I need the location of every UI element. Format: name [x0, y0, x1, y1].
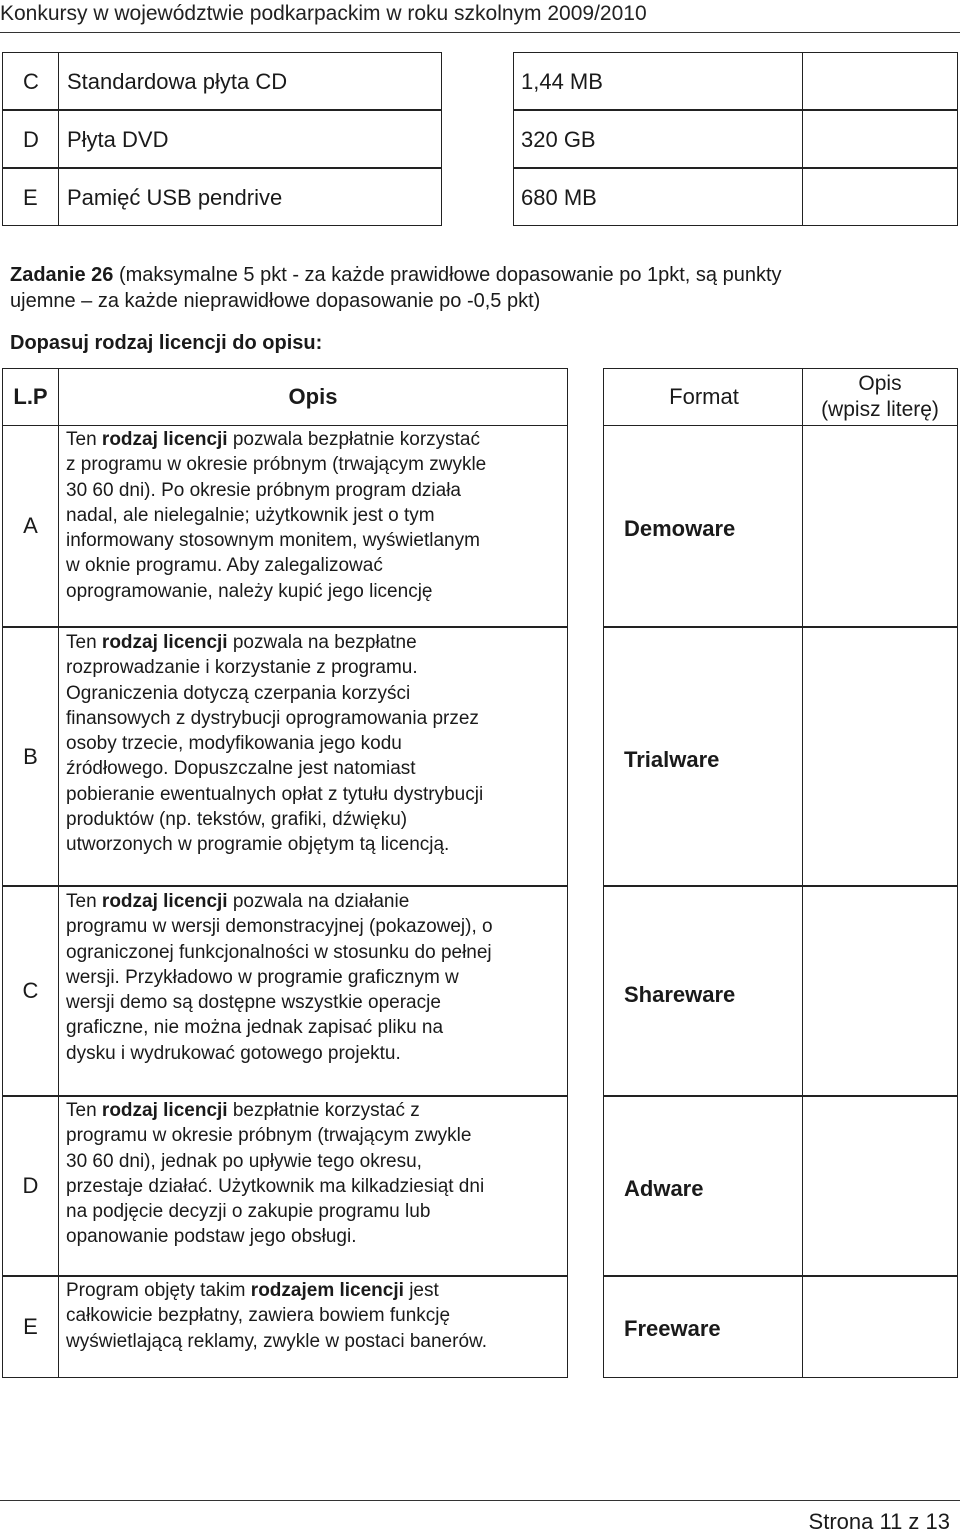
header-format-cell	[603, 368, 803, 426]
row-format-cell	[603, 1096, 803, 1276]
bold-term: rodzaj licencji	[101, 1100, 228, 1121]
text-segment: programu w wersji demonstracyjnej (pokazowej), o	[66, 916, 493, 938]
description-line	[66, 630, 483, 655]
text-segment: całkowicie bezpłatny, zawiera bowiem funkcję	[66, 1305, 451, 1327]
row-answer-cell[interactable]	[802, 425, 958, 627]
top-name-cell	[58, 52, 442, 110]
text-segment: wersji demo są dostępne wszystkie operacje	[66, 992, 441, 1014]
text-segment: pobieranie ewentualnych opłat z tytułu dystrybucji	[66, 783, 484, 805]
top-size-text: 680 MB	[521, 185, 597, 210]
text-segment: finansowych z dystrybucji oprogramowania przez	[66, 707, 479, 729]
description-line	[66, 756, 483, 781]
text-segment: na podjęcie decyzji o zakupie programu lub	[66, 1201, 431, 1223]
row-format-cell	[603, 1276, 803, 1378]
task-rules-line1: (maksymalne 5 pkt - za każde prawidłowe dopasowanie po 1pkt, są punkty	[113, 264, 782, 286]
text-segment: Ten	[66, 891, 102, 912]
text-segment: Program objęty takim	[66, 1280, 251, 1301]
row-lp-cell	[2, 1096, 59, 1276]
text-segment: wersji. Przykładowo w programie graficznym w	[66, 966, 459, 988]
row-lp-cell	[2, 627, 59, 886]
header-answer-line2: (wpisz literę)	[821, 398, 939, 421]
task-number: Zadanie 26	[10, 264, 114, 286]
description-line	[66, 914, 493, 939]
top-size-cell	[513, 52, 803, 110]
description-line	[66, 1224, 484, 1249]
task-rules	[10, 262, 955, 288]
row-description	[66, 889, 493, 1066]
top-name-text: Płyta DVD	[67, 127, 169, 152]
row-description	[66, 1098, 484, 1250]
text-segment: graficzne, nie można jednak zapisać pliku na	[66, 1017, 444, 1039]
description-line	[66, 579, 486, 604]
top-size-text: 320 GB	[521, 127, 596, 152]
top-lp-cell	[2, 168, 59, 226]
page-number: Strona 11 z 13	[808, 1509, 950, 1534]
top-size-cell	[513, 110, 803, 168]
description-line	[66, 1041, 493, 1066]
description-line	[66, 889, 493, 914]
text-segment: oprogramowanie, należy kupić jego licencję	[66, 580, 433, 602]
description-line	[66, 965, 493, 990]
header-opis: Opis	[288, 384, 338, 409]
header-opis-cell	[58, 368, 568, 426]
row-lp-cell	[2, 886, 59, 1096]
description-line	[66, 990, 493, 1015]
row-description	[66, 630, 483, 858]
text-segment: pozwala na bezpłatne	[227, 632, 417, 653]
description-line	[66, 731, 483, 756]
bold-term: rodzaj licencji	[101, 891, 228, 912]
row-description	[66, 427, 486, 604]
row-format-cell	[603, 627, 803, 886]
text-segment: programu w okresie próbnym (trwającym zwykle	[66, 1125, 472, 1147]
description-line	[66, 782, 483, 807]
description-line	[66, 427, 486, 452]
top-name-text: Pamięć USB pendrive	[67, 185, 283, 210]
text-segment: pozwala na działanie	[227, 891, 410, 912]
description-line	[66, 1098, 484, 1123]
description-line	[66, 1199, 484, 1224]
text-segment: jest	[403, 1280, 439, 1301]
description-line	[66, 1149, 484, 1174]
row-format: Demoware	[624, 516, 736, 541]
top-lp-text: D	[23, 127, 39, 152]
text-segment: rozprowadzanie i korzystanie z programu.	[66, 657, 418, 679]
row-format: Adware	[624, 1176, 704, 1201]
description-line	[66, 681, 483, 706]
text-segment: osoby trzecie, modyfikowania jego kodu	[66, 733, 402, 755]
text-segment: 30 60 dni), jednak po upływie tego okresu,	[66, 1150, 422, 1172]
text-segment: ograniczonej funkcjonalności w stosunku do pełnej	[66, 941, 492, 963]
header-answer-line1: Opis	[858, 372, 902, 395]
document-header: Konkursy w województwie podkarpackim w roku szkolnym 2009/2010	[0, 2, 647, 25]
text-segment: 30 60 dni). Po okresie próbnym program działa	[66, 479, 461, 501]
task-rules-line2: ujemne – za każde nieprawidłowe dopasowanie po -0,5 pkt)	[10, 290, 541, 312]
description-line	[66, 1015, 493, 1040]
text-segment: nadal, ale nielegalnie; użytkownik jest o tym	[66, 504, 435, 526]
text-segment: z programu w okresie próbnym (trwającym zwykle	[66, 454, 487, 476]
row-lp-cell	[2, 1276, 59, 1378]
top-name-text: Standardowa płyta CD	[67, 69, 288, 94]
text-segment: wyświetlającą reklamy, zwykle w postaci banerów.	[66, 1330, 487, 1352]
text-segment: dysku i wydrukować gotowego projektu.	[66, 1042, 401, 1064]
description-line	[66, 1278, 487, 1303]
row-format-cell	[603, 886, 803, 1096]
bold-term: rodzaj licencji	[101, 632, 228, 653]
text-segment: źródłowego. Dopuszczalne jest natomiast	[66, 758, 416, 780]
bold-term: rodzajem licencji	[250, 1280, 404, 1301]
row-answer-cell[interactable]	[802, 886, 958, 1096]
header-divider	[0, 32, 960, 33]
header-format: Format	[669, 384, 739, 409]
top-name-cell	[58, 110, 442, 168]
description-line	[66, 1303, 487, 1328]
row-lp-cell	[2, 425, 59, 627]
top-size-cell	[513, 168, 803, 226]
description-line	[66, 832, 483, 857]
top-lp-text: E	[23, 185, 38, 210]
row-format: Freeware	[624, 1316, 721, 1341]
top-lp-cell	[2, 52, 59, 110]
text-segment: w oknie programu. Aby zalegalizować	[66, 555, 383, 577]
text-segment: Ten	[66, 632, 102, 653]
row-lp: E	[23, 1314, 38, 1339]
row-answer-cell[interactable]	[802, 1276, 958, 1378]
description-line	[66, 478, 486, 503]
row-format: Shareware	[624, 982, 736, 1007]
text-segment: pozwala bezpłatnie korzystać	[227, 429, 480, 450]
top-answer-cell	[802, 52, 958, 110]
header-lp-cell	[2, 368, 59, 426]
text-segment: bezpłatnie korzystać z	[227, 1100, 420, 1121]
text-segment: informowany stosownym monitem, wyświetlanym	[66, 530, 480, 552]
task-instruction: Dopasuj rodzaj licencji do opisu:	[10, 332, 323, 354]
top-lp-text: C	[23, 69, 39, 94]
header-answer-cell	[802, 368, 958, 426]
text-segment: utworzonych w programie objętym tą licencją.	[66, 834, 450, 856]
header-lp: L.P	[13, 384, 48, 409]
top-name-cell	[58, 168, 442, 226]
description-line	[66, 807, 483, 832]
text-segment: Ten	[66, 1100, 102, 1121]
text-segment: przestaje działać. Użytkownik ma kilkadziesiąt dni	[66, 1175, 485, 1197]
text-segment: opanowanie podstaw jego obsługi.	[66, 1226, 357, 1248]
bold-term: rodzaj licencji	[101, 429, 228, 450]
description-line	[66, 706, 483, 731]
text-segment: Ten	[66, 429, 102, 450]
top-answer-cell	[802, 168, 958, 226]
row-lp: D	[22, 1173, 39, 1198]
description-line	[66, 553, 486, 578]
row-format-cell	[603, 425, 803, 627]
description-line	[66, 940, 493, 965]
row-format: Trialware	[624, 747, 720, 772]
text-segment: produktów (np. tekstów, grafiki, dźwięku)	[66, 809, 408, 831]
row-description	[66, 1278, 487, 1354]
top-answer-cell	[802, 110, 958, 168]
description-line	[66, 1123, 484, 1148]
description-line	[66, 452, 486, 477]
text-segment: Ograniczenia dotyczą czerpania korzyści	[66, 682, 411, 704]
description-line	[66, 528, 486, 553]
row-lp: B	[23, 743, 38, 769]
row-lp: C	[22, 978, 39, 1003]
description-line	[66, 1174, 484, 1199]
row-lp: A	[23, 513, 38, 538]
top-size-text: 1,44 MB	[521, 69, 603, 94]
description-line	[66, 655, 483, 680]
row-answer-cell[interactable]	[802, 627, 958, 886]
description-line	[66, 503, 486, 528]
top-lp-cell	[2, 110, 59, 168]
row-answer-cell[interactable]	[802, 1096, 958, 1276]
description-line	[66, 1329, 487, 1354]
footer-divider	[0, 1500, 960, 1501]
